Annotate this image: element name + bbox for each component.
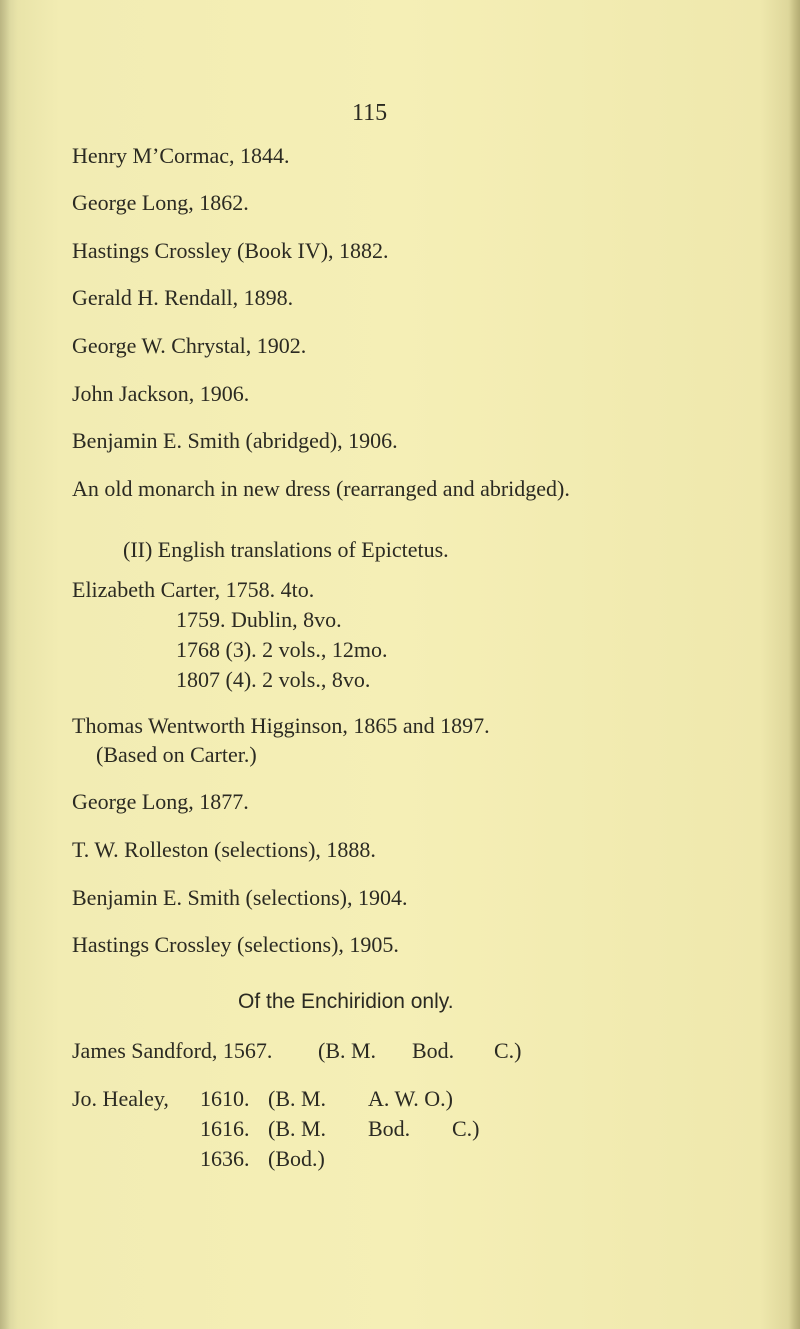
healey-year: 1636. [200,1146,250,1171]
entry-carter-1759: 1759. Dublin, 8vo. [176,607,342,632]
entry-rendall: Gerald H. Rendall, 1898. [72,285,294,310]
healey-library-3: C.) [452,1116,480,1141]
entry-long-1877: George Long, 1877. [72,789,249,814]
entry-smith-1904: Benjamin E. Smith (selections), 1904. [72,885,408,910]
entry-higginson: Thomas Wentworth Higginson, 1865 and 1897. [72,713,490,738]
page-left-shadow [0,0,10,1329]
enchiridion-heading: Of the Enchiridion only. [238,990,454,1013]
section-heading: (II) English translations of Epictetus. [123,537,449,562]
sandford-library-2: Bod. [412,1038,455,1063]
entry-healey: Jo. Healey, [72,1086,169,1111]
healey-year: 1610. [200,1086,250,1111]
entry-higginson-note: (Based on Carter.) [96,742,257,767]
entry-smith-1906: Benjamin E. Smith (abridged), 1906. [72,428,398,453]
sandford-library-3: C.) [494,1038,522,1063]
entry-mcormac: Henry M’Cormac, 1844. [72,143,290,168]
healey-library-1: (B. M. [268,1116,327,1141]
healey-library-2: A. W. O.) [368,1086,453,1111]
entry-old-monarch: An old monarch in new dress (rearranged and abridged). [72,476,570,501]
entry-jackson: John Jackson, 1906. [72,381,250,406]
sandford-library-1: (B. M. [318,1038,377,1063]
entry-chrystal: George W. Chrystal, 1902. [72,333,307,358]
page-number: 115 [352,100,388,126]
healey-year: 1616. [200,1116,250,1141]
entry-carter-1768: 1768 (3). 2 vols., 12mo. [176,637,388,662]
healey-library-1: (B. M. [268,1086,327,1111]
healey-library-2: Bod. [368,1116,411,1141]
healey-library-1: (Bod.) [268,1146,325,1171]
entry-carter-1807: 1807 (4). 2 vols., 8vo. [176,667,371,692]
entry-crossley-1882: Hastings Crossley (Book IV), 1882. [72,238,389,263]
entry-long-1862: George Long, 1862. [72,190,249,215]
entry-rolleston: T. W. Rolleston (selections), 1888. [72,837,376,862]
entry-crossley-1905: Hastings Crossley (selections), 1905. [72,932,399,957]
page-right-shadow [788,0,800,1329]
entry-sandford: James Sandford, 1567. [72,1038,273,1063]
entry-carter: Elizabeth Carter, 1758. 4to. [72,577,315,602]
